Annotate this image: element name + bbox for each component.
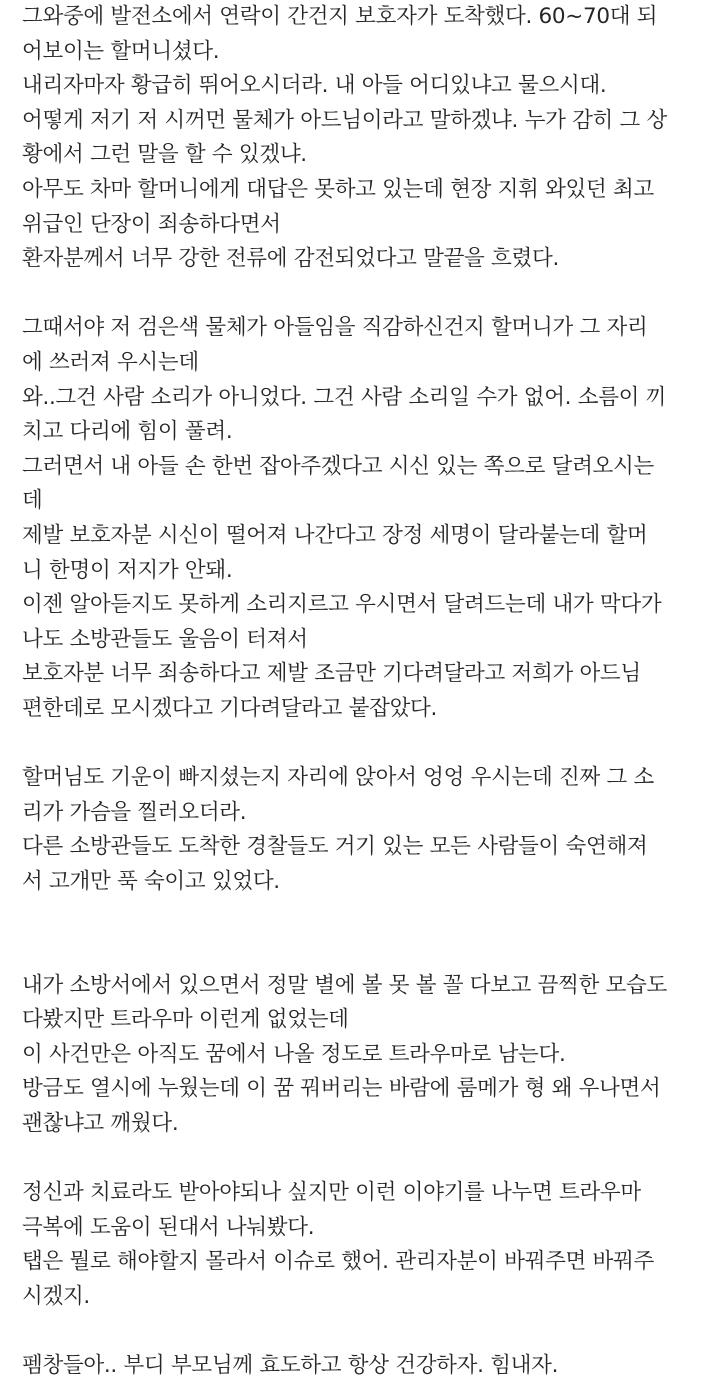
text-line: 어떻게 저기 저 시꺼먼 물체가 아드님이라고 말하겠냐. 누가 감히 그 상 [22, 107, 668, 133]
text-line: 위급인 단장이 죄송하다면서 [22, 211, 281, 237]
text-line: 펨창들아.. 부디 부모님께 효도하고 항상 건강하자. 힘내자. [22, 1353, 559, 1379]
text-line: 니 한명이 저지가 안돼. [22, 557, 233, 583]
blank-line [22, 1315, 714, 1350]
text-line: 에 쓰러져 우시는데 [22, 349, 199, 375]
text-line: 다봤지만 트라우마 이런게 없었는데 [22, 1007, 349, 1033]
text-line: 극복에 도움이 된대서 나눠봤다. [22, 1214, 315, 1240]
text-line: 제발 보호자분 시신이 떨어져 나간다고 장정 세명이 달라붙는데 할머 [22, 522, 648, 548]
text-line: 와..그건 사람 소리가 아니었다. 그건 사람 소리일 수가 없어. 소름이 끼 [22, 384, 667, 410]
text-line: 보호자분 너무 죄송하다고 제발 조금만 기다려달라고 저희가 아드님 [22, 661, 641, 687]
text-line: 나도 소방관들도 울음이 터져서 [22, 626, 308, 652]
text-line: 방금도 열시에 누웠는데 이 꿈 꿔버리는 바람에 룸메가 형 왜 우나면서 [22, 1076, 661, 1102]
text-line: 괜찮냐고 깨웠다. [22, 1111, 179, 1136]
blank-line [22, 1142, 714, 1177]
text-line: 리가 가슴을 찔러오더라. [22, 799, 247, 825]
text-line: 내리자마자 황급히 뛰어오시더라. 내 아들 어디있냐고 물으시대. [22, 73, 607, 99]
text-line: 편한데로 모시겠다고 기다려달라고 붙잡았다. [22, 695, 438, 721]
blank-line [22, 726, 714, 761]
text-line: 서 고개만 푹 숙이고 있었다. [22, 868, 280, 894]
blank-line [22, 899, 714, 934]
text-line: 할머님도 기운이 빠지셨는지 자리에 앉아서 엉엉 우시는데 진짜 그 소 [22, 765, 654, 791]
text-line: 정신과 치료라도 받아야되나 싶지만 이런 이야기를 나누면 트라우마 [22, 1180, 641, 1206]
text-line: 다른 소방관들도 도착한 경찰들도 거기 있는 모든 사람들이 숙연해져 [22, 834, 648, 860]
blank-line [22, 934, 714, 969]
text-line: 이젠 알아듣지도 못하게 소리지르고 우시면서 달려드는데 내가 막다가 [22, 592, 662, 618]
text-line: 어보이는 할머니셨다. [22, 38, 220, 64]
text-line: 그와중에 발전소에서 연락이 간건지 보호자가 도착했다. 60~70대 되 [22, 4, 658, 29]
text-line: 시겠지. [22, 1283, 90, 1309]
text-line: 아무도 차마 할머니에게 대답은 못하고 있는데 현장 지휘 와있던 최고 [22, 176, 654, 202]
text-line: 치고 다리에 힘이 풀려. [22, 419, 233, 445]
text-line: 데 [22, 488, 43, 514]
text-line: 이 사건만은 아직도 꿈에서 나올 정도로 트라우마로 남는다. [22, 1041, 566, 1067]
text-line: 환자분께서 너무 강한 전류에 감전되었다고 말끝을 흐렸다. [22, 246, 559, 272]
post-body [22, 0, 714, 1384]
text-line: 그러면서 내 아들 손 한번 잡아주겠다고 시신 있는 쪽으로 달려오시는 [22, 453, 654, 479]
blank-line [22, 277, 714, 312]
text-line: 내가 소방서에서 있으면서 정말 별에 볼 못 볼 꼴 다보고 끔찍한 모습도 [22, 972, 668, 998]
text-line: 그때서야 저 검은색 물체가 아들임을 직감하신건지 할머니가 그 자리 [22, 315, 648, 341]
text-line: 탭은 뭘로 해야할지 몰라서 이슈로 했어. 관리자분이 바꿔주면 바꿔주 [22, 1249, 654, 1275]
text-line: 황에서 그런 말을 할 수 있겠냐. [22, 142, 307, 168]
